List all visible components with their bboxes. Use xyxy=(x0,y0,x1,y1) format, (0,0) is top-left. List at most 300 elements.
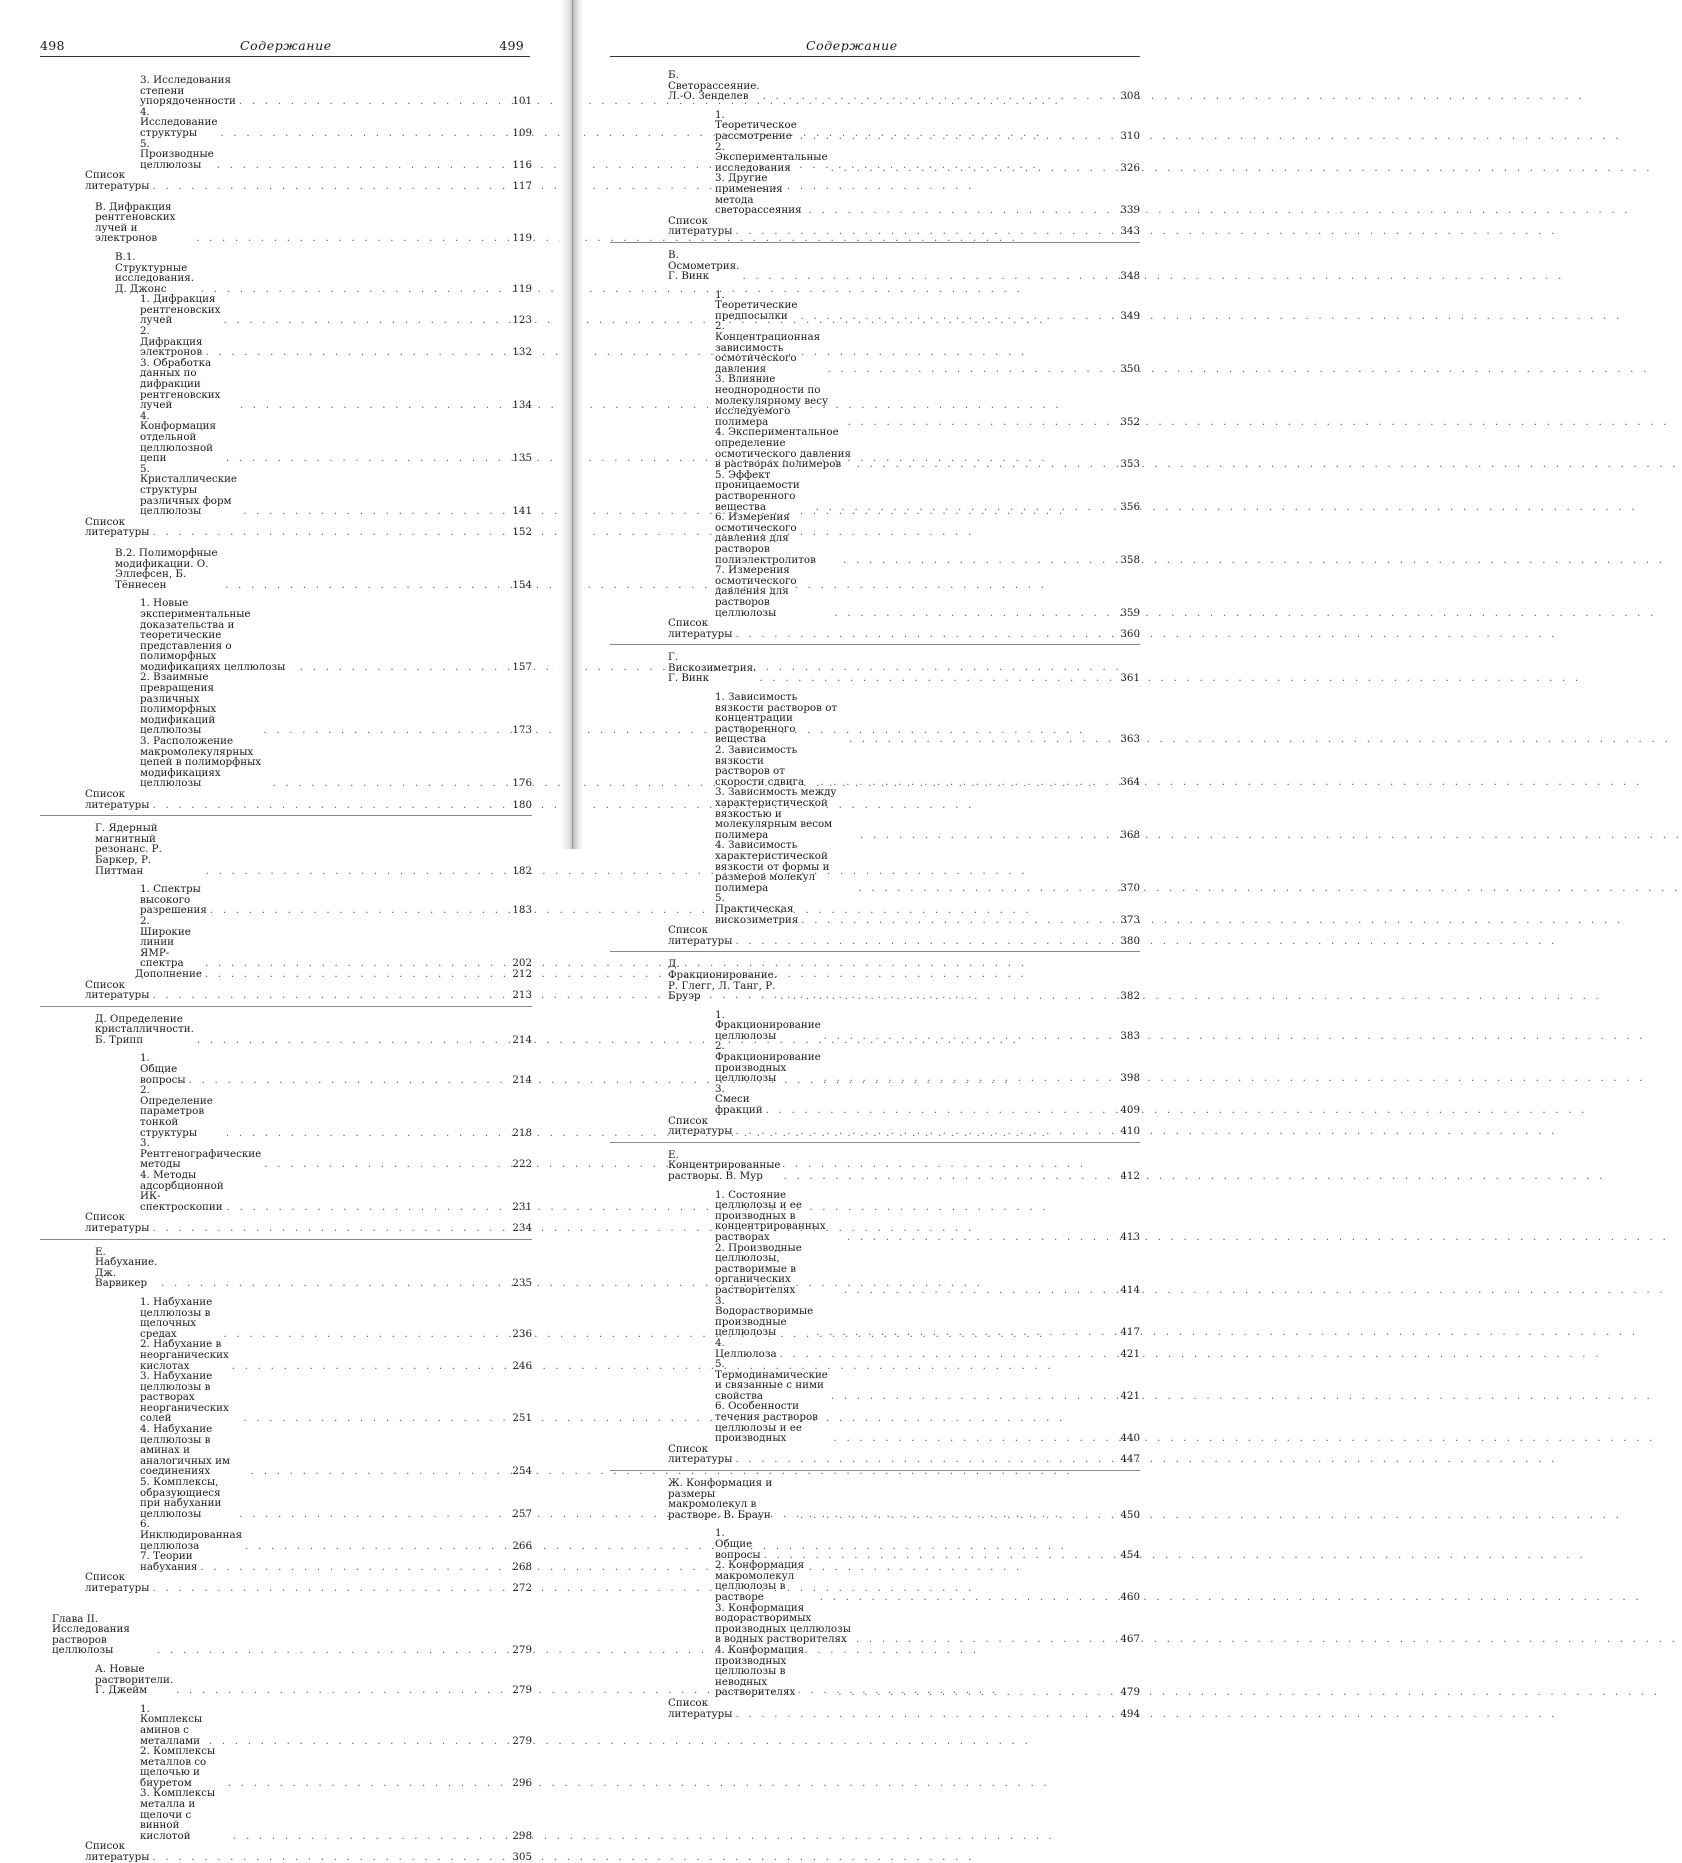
toc-entry-page: 176 xyxy=(512,777,532,790)
section-spacer xyxy=(610,1002,1140,1010)
dot-leader xyxy=(157,1645,493,1656)
toc-entry-title: 5. Эффект проницаемости растворенного вещества xyxy=(715,468,800,513)
dot-leader xyxy=(217,160,493,171)
toc-entry-page: 212 xyxy=(512,967,532,980)
toc-entry-page: 266 xyxy=(512,1539,532,1552)
toc-entry-title: 4. Набухание целлюлозы в аминах и аналогичных им соединениях xyxy=(140,1423,230,1478)
toc-entry xyxy=(40,548,532,590)
toc-entry-title: Г. Ядерный магнитный резонанс. Р. Баркер, Р. Питтман xyxy=(95,822,162,877)
dot-leader xyxy=(205,347,493,358)
toc-entry-title: 6. Измерения осмотического давления для растворов полиэлектролитов xyxy=(715,511,816,566)
toc-entry xyxy=(40,1212,532,1233)
toc-entry xyxy=(40,1614,532,1656)
toc-entry-page: 383 xyxy=(1120,1029,1140,1042)
toc-entry-title: Е. Набухание. Дж. Варвикер xyxy=(95,1245,158,1290)
dot-leader xyxy=(838,1687,1101,1698)
toc-entry xyxy=(40,1085,532,1138)
dot-leader xyxy=(152,181,493,192)
dot-leader xyxy=(824,1073,1101,1084)
toc-entry-title: 4. Целлюлоза xyxy=(715,1336,777,1360)
toc-entry-title: 1. Комплексы аминов с металлами xyxy=(140,1702,203,1747)
dot-leader xyxy=(735,1454,1101,1465)
dot-leader xyxy=(816,502,1101,513)
section-divider xyxy=(610,1142,1140,1143)
dot-leader xyxy=(843,555,1101,566)
dot-leader xyxy=(239,96,493,107)
toc-entry-title: 3. Расположение макромолекулярных цепей в полиморфных модификациях целлюлозы xyxy=(140,735,262,790)
toc-entry-page: 339 xyxy=(1120,204,1140,217)
dot-leader xyxy=(820,777,1101,788)
toc-entry-page: 279 xyxy=(512,1684,532,1697)
section-spacer xyxy=(40,876,532,884)
toc-entry-page: 154 xyxy=(512,578,532,591)
dot-leader xyxy=(763,91,1101,102)
toc-entry xyxy=(610,618,1140,639)
toc-entry-page: 308 xyxy=(1120,90,1140,103)
toc-entry-title: Список литературы xyxy=(668,214,733,238)
section-spacer xyxy=(610,282,1140,290)
toc-entry-title: Список литературы xyxy=(85,169,150,192)
toc-entry-page: 183 xyxy=(512,904,532,917)
dot-leader xyxy=(152,1583,493,1594)
toc-entry-title: 4. Исследование структуры xyxy=(140,105,218,139)
dot-leader xyxy=(800,311,1101,322)
toc-entry-title: 5. Термодинамические и связанные с ними свойства xyxy=(715,1358,828,1402)
toc-entry-title: 3. Конформация водорастворимых производных целлюлозы в водных растворителях xyxy=(715,1601,851,1646)
section-spacer xyxy=(40,1696,532,1704)
toc-entry-page: 398 xyxy=(1120,1072,1140,1085)
toc-entry xyxy=(610,250,1140,282)
toc-entry-title: 3. Смеси фракций xyxy=(715,1082,763,1117)
toc-entry-title: А. Новые растворители. Г. Джейм xyxy=(95,1662,174,1697)
toc-entry-title: 7. Теории набухания xyxy=(140,1550,198,1573)
toc-entry xyxy=(610,290,1140,322)
toc-entry-title: 2. Определение параметров тонкой структуры xyxy=(140,1084,213,1139)
section-spacer xyxy=(40,1594,532,1604)
toc-entry-page: 141 xyxy=(512,505,532,518)
toc-entry xyxy=(40,1053,532,1085)
section-spacer xyxy=(610,102,1140,110)
toc-entry-page: 380 xyxy=(1120,934,1140,947)
section-spacer xyxy=(40,1045,532,1053)
dot-leader xyxy=(225,580,493,591)
toc-entry-page: 454 xyxy=(1120,1548,1140,1561)
toc-entry xyxy=(610,1338,1140,1359)
toc-entry-page: 349 xyxy=(1120,309,1140,322)
toc-entry-page: 202 xyxy=(512,957,532,970)
dot-leader xyxy=(759,673,1101,684)
toc-entry-title: 2. Дифракция электронов xyxy=(140,325,203,359)
header-rule xyxy=(610,56,1140,57)
toc-entry-title: 3. Влияние неоднородности по молекулярному весу исследуемого полимера xyxy=(715,373,829,428)
toc-entry-title: 1. Общие вопросы xyxy=(715,1527,761,1561)
toc-entry-title: Список литературы xyxy=(85,1211,150,1234)
page-number: 499 xyxy=(499,38,524,53)
table-of-contents xyxy=(40,75,532,1863)
toc-entry xyxy=(40,252,532,294)
toc-entry xyxy=(610,1010,1140,1042)
dot-leader xyxy=(831,1391,1101,1402)
dot-leader xyxy=(201,284,493,295)
toc-entry-page: 343 xyxy=(1120,225,1140,238)
toc-entry-title: 2. Набухание в неорганических кислотах xyxy=(140,1338,229,1372)
dot-leader xyxy=(240,400,493,411)
dot-leader xyxy=(176,1685,493,1696)
toc-entry-page: 268 xyxy=(512,1560,532,1573)
toc-entry xyxy=(610,1603,1140,1645)
dot-leader xyxy=(735,1126,1101,1137)
toc-entry xyxy=(610,173,1140,215)
dot-leader xyxy=(228,1778,493,1789)
dot-leader xyxy=(860,830,1101,841)
toc-entry xyxy=(40,598,532,672)
dot-leader xyxy=(820,1592,1101,1603)
section-spacer xyxy=(610,1520,1140,1528)
toc-entry xyxy=(610,1698,1140,1719)
toc-entry xyxy=(40,1371,532,1424)
toc-entry xyxy=(40,1014,532,1046)
toc-entry xyxy=(40,1424,532,1477)
toc-entry-title: Список литературы xyxy=(668,1442,733,1466)
toc-entry xyxy=(610,1243,1140,1296)
dot-leader xyxy=(742,271,1101,282)
toc-entry-page: 412 xyxy=(1120,1170,1140,1182)
dot-leader xyxy=(223,1329,493,1340)
dot-leader xyxy=(780,1349,1101,1360)
toc-entry-page: 373 xyxy=(1120,913,1140,926)
dot-leader xyxy=(263,725,493,736)
toc-entry-page: 359 xyxy=(1120,606,1140,619)
toc-entry-page: 119 xyxy=(512,232,532,245)
toc-entry xyxy=(40,1788,532,1841)
toc-entry xyxy=(610,470,1140,512)
dot-leader xyxy=(780,991,1101,1002)
dot-leader xyxy=(856,1634,1101,1645)
toc-entry-page: 214 xyxy=(512,1033,532,1046)
toc-entry-page: 296 xyxy=(512,1776,532,1789)
toc-entry-title: В.2. Полиморфные модификации. О. Эллефсен, Б. Тённесен xyxy=(115,546,218,591)
toc-entry xyxy=(40,107,532,139)
toc-entry-page: 358 xyxy=(1120,553,1140,566)
toc-entry-title: Список литературы xyxy=(668,1114,733,1138)
toc-entry-page: 134 xyxy=(512,399,532,412)
toc-entry-title: 3. Другие применения метода светорассеяния xyxy=(715,172,802,217)
toc-entry xyxy=(610,745,1140,787)
toc-entry xyxy=(40,916,532,969)
toc-entry-page: 173 xyxy=(512,724,532,737)
toc-entry-title: Г. Вискозиметрия. Г. Винк xyxy=(668,651,757,685)
running-head: Содержание xyxy=(240,38,332,53)
toc-entry-page: 298 xyxy=(512,1829,532,1842)
toc-entry-page: 234 xyxy=(512,1221,532,1234)
dot-leader xyxy=(251,1466,493,1477)
toc-entry xyxy=(610,1084,1140,1116)
toc-entry-page: 460 xyxy=(1120,1590,1140,1603)
dot-leader xyxy=(766,1105,1101,1116)
section-spacer xyxy=(40,244,532,252)
toc-entry-page: 370 xyxy=(1120,881,1140,894)
toc-entry-title: Список литературы xyxy=(85,978,150,1002)
toc-entry xyxy=(610,216,1140,237)
toc-entry-page: 222 xyxy=(512,1158,532,1171)
toc-entry-title: 3. Обработка данных по дифракции рентгеновских лучей xyxy=(140,356,221,412)
dot-leader xyxy=(226,1128,493,1139)
dot-leader xyxy=(152,1223,493,1234)
toc-entry-title: 1. Набухание целлюлозы в щелочных средах xyxy=(140,1295,213,1340)
dot-leader xyxy=(264,1159,493,1170)
dot-leader xyxy=(735,629,1101,640)
toc-entry-title: Список литературы xyxy=(85,515,150,539)
toc-entry-title: 6. Инклюдированная целлюлоза xyxy=(140,1518,243,1552)
dot-leader xyxy=(197,1035,493,1046)
toc-entry-page: 440 xyxy=(1120,1432,1140,1445)
dot-leader xyxy=(809,205,1101,216)
toc-entry xyxy=(610,925,1140,946)
section-divider xyxy=(40,1006,532,1007)
toc-entry-title: Д. Фракционирование. Р. Глегг, Л. Танг, Р. Бруэр xyxy=(668,958,777,1003)
page-fold-line xyxy=(572,0,573,849)
toc-entry xyxy=(610,1528,1140,1560)
toc-entry xyxy=(610,1190,1140,1243)
dot-leader xyxy=(161,1278,493,1289)
toc-entry-title: Е. Концентрированные растворы. В. Мур xyxy=(668,1148,781,1182)
dot-leader xyxy=(209,1736,493,1747)
section-spacer xyxy=(40,1289,532,1297)
toc-entry-title: Ж. Конформация и размеры макромолекул в растворе. В. Браун xyxy=(668,1477,773,1521)
toc-entry-title: 1. Фракционирование целлюлозы xyxy=(715,1008,821,1042)
toc-entry-title: 1. Новые экспериментальные доказательства и теоретические представления о полиморфных модификациях целлюлозы xyxy=(140,597,286,673)
toc-entry-page: 356 xyxy=(1120,500,1140,513)
running-head: Содержание xyxy=(806,38,898,53)
toc-entry-page: 132 xyxy=(512,346,532,359)
dot-leader xyxy=(223,315,493,326)
toc-entry xyxy=(40,411,532,464)
dot-leader xyxy=(200,1562,493,1573)
dot-leader xyxy=(232,1361,493,1372)
toc-entry-page: 417 xyxy=(1120,1326,1140,1339)
toc-entry xyxy=(40,736,532,789)
section-divider xyxy=(610,644,1140,645)
toc-entry-page: 279 xyxy=(512,1734,532,1747)
toc-entry-page: 467 xyxy=(1120,1633,1140,1646)
page-number: 498 xyxy=(40,38,65,53)
section-divider xyxy=(40,815,532,816)
section-divider xyxy=(610,1470,1140,1471)
toc-entry-title: 4. Зависимость характеристической вязкости от формы и размеров молекул полимера xyxy=(715,839,830,894)
dot-leader xyxy=(844,1285,1101,1296)
toc-entry xyxy=(610,1645,1140,1698)
toc-entry xyxy=(40,202,532,244)
toc-entry-title: 1. Теоретические предпосылки xyxy=(715,288,798,322)
dot-leader xyxy=(152,800,493,811)
dot-leader xyxy=(831,163,1101,174)
dot-leader xyxy=(206,866,493,877)
dot-leader xyxy=(800,1510,1101,1521)
toc-entry-page: 109 xyxy=(512,126,532,139)
toc-entry-title: Список литературы xyxy=(85,788,150,811)
toc-entry-title: 3. Исследования степени упорядоченности xyxy=(140,74,236,108)
dot-leader xyxy=(816,1327,1101,1338)
toc-entry xyxy=(40,1551,532,1572)
dot-leader xyxy=(189,1075,493,1086)
toc-entry xyxy=(40,980,532,1001)
toc-entry-page: 218 xyxy=(512,1126,532,1139)
dot-leader xyxy=(226,453,493,464)
toc-entry xyxy=(610,840,1140,893)
toc-entry-title: 2. Производные целлюлозы, растворимые в органических растворителях xyxy=(715,1241,802,1296)
section-spacer xyxy=(40,538,532,548)
toc-entry-title: 3. Зависимость между характеристической вязкостью и молекулярным весом полимера xyxy=(715,786,837,841)
toc-entry-title: Список литературы xyxy=(668,924,733,947)
left-page xyxy=(0,0,560,1863)
toc-entry xyxy=(40,1746,532,1788)
toc-entry-title: 1. Теоретическое рассмотрение xyxy=(715,108,797,142)
toc-entry-title: 2. Широкие линии ЯМР-спектра xyxy=(140,914,191,970)
toc-entry-title: 1. Дифракция рентгеновских лучей xyxy=(140,293,221,327)
toc-entry-page: 119 xyxy=(512,282,532,295)
toc-entry-page: 257 xyxy=(512,1507,532,1520)
dot-leader xyxy=(152,1852,493,1863)
toc-entry xyxy=(610,959,1140,1001)
toc-entry-page: 231 xyxy=(512,1200,532,1213)
toc-entry-page: 494 xyxy=(1120,1707,1140,1720)
toc-entry-page: 152 xyxy=(512,526,532,539)
toc-entry-title: 2. Конформация макромолекул целлюлозы в растворе xyxy=(715,1559,805,1603)
toc-entry-page: 450 xyxy=(1120,1508,1140,1521)
toc-entry xyxy=(40,789,532,810)
toc-entry xyxy=(610,321,1140,374)
toc-entry xyxy=(610,427,1140,469)
section-divider xyxy=(610,951,1140,952)
dot-leader xyxy=(239,1509,493,1520)
toc-entry xyxy=(40,326,532,358)
toc-entry-page: 123 xyxy=(512,314,532,327)
toc-entry-title: 2. Взаимные превращения различных полиморфных модификаций целлюлозы xyxy=(140,671,217,737)
toc-entry xyxy=(610,1116,1140,1137)
toc-entry-page: 236 xyxy=(512,1327,532,1340)
toc-entry xyxy=(610,1401,1140,1443)
toc-entry-title: 1. Состояние целлюлозы и ее производных в концентрированных растворах xyxy=(715,1188,826,1243)
toc-entry xyxy=(40,884,532,916)
toc-entry-page: 117 xyxy=(512,179,532,192)
table-of-contents xyxy=(610,70,1140,1719)
toc-entry-page: 157 xyxy=(512,660,532,673)
toc-entry xyxy=(40,672,532,736)
dot-leader xyxy=(245,1541,493,1552)
toc-entry xyxy=(610,565,1140,618)
toc-entry-page: 353 xyxy=(1120,458,1140,471)
toc-entry xyxy=(40,170,532,191)
toc-entry-page: 382 xyxy=(1120,990,1140,1003)
section-spacer xyxy=(610,1182,1140,1190)
toc-entry xyxy=(40,1247,532,1289)
toc-entry-page: 213 xyxy=(512,989,532,1002)
toc-entry xyxy=(610,787,1140,840)
toc-entry xyxy=(40,517,532,538)
toc-entry-title: Список литературы xyxy=(668,617,733,640)
dot-leader xyxy=(800,131,1101,142)
toc-entry-title: 4. Конформация производных целлюлозы в неводных растворителях xyxy=(715,1643,805,1699)
toc-entry-page: 352 xyxy=(1120,415,1140,428)
dot-leader xyxy=(152,527,493,538)
toc-entry-title: 2. Фракционирование производных целлюлозы xyxy=(715,1040,821,1085)
toc-entry xyxy=(40,139,532,171)
dot-leader xyxy=(827,364,1101,375)
toc-entry-page: 364 xyxy=(1120,775,1140,788)
toc-entry-page: 479 xyxy=(1120,1686,1140,1699)
dot-leader xyxy=(834,608,1101,619)
toc-entry-title: В. Дифракция рентгеновских лучей и электронов xyxy=(95,200,176,245)
section-spacer xyxy=(40,590,532,598)
toc-entry xyxy=(610,652,1140,684)
toc-entry xyxy=(40,1664,532,1696)
toc-entry-title: Д. Определение кристалличности. Б. Трипп xyxy=(95,1012,194,1046)
toc-entry-title: 3. Водорастворимые производные целлюлозы xyxy=(715,1294,814,1339)
dot-leader xyxy=(824,1031,1101,1042)
dot-leader xyxy=(857,459,1101,470)
toc-entry-page: 251 xyxy=(512,1412,532,1425)
toc-entry xyxy=(610,1560,1140,1602)
dot-leader xyxy=(847,1232,1101,1243)
toc-entry-title: 3. Набухание целлюлозы в растворах неорганических солей xyxy=(140,1370,229,1425)
toc-entry-page: 182 xyxy=(512,864,532,877)
toc-entry-page: 272 xyxy=(512,1581,532,1594)
toc-entry-title: В. Осмометрия. Г. Винк xyxy=(668,248,740,283)
toc-entry-page: 254 xyxy=(512,1465,532,1478)
toc-entry-page: 361 xyxy=(1120,672,1140,685)
dot-leader xyxy=(849,734,1101,745)
toc-entry xyxy=(40,823,532,876)
toc-entry xyxy=(610,1444,1140,1465)
toc-entry-page: 310 xyxy=(1120,129,1140,142)
toc-entry xyxy=(610,110,1140,142)
section-spacer xyxy=(610,684,1140,692)
toc-entry-page: 363 xyxy=(1120,733,1140,746)
toc-entry xyxy=(610,1478,1140,1520)
dot-leader xyxy=(272,778,493,789)
dot-leader xyxy=(784,1171,1102,1182)
toc-entry-title: Глава II. Исследования растворов целлюлозы xyxy=(52,1612,130,1657)
toc-entry-title: 5. Практическая вискозиметрия xyxy=(715,892,799,926)
dot-leader xyxy=(210,905,493,916)
toc-entry-page: 421 xyxy=(1120,1347,1140,1360)
toc-entry xyxy=(610,374,1140,427)
dot-leader xyxy=(205,969,493,980)
toc-entry-page: 413 xyxy=(1120,1230,1140,1243)
toc-entry xyxy=(610,1041,1140,1083)
toc-entry xyxy=(610,70,1140,102)
toc-entry xyxy=(40,1841,532,1862)
toc-entry-page: 368 xyxy=(1120,828,1140,841)
toc-entry xyxy=(610,142,1140,174)
toc-entry-page: 305 xyxy=(512,1851,532,1863)
header-rule xyxy=(40,56,530,57)
dot-leader xyxy=(233,1831,493,1842)
dot-leader xyxy=(220,128,493,139)
dot-leader xyxy=(764,1550,1101,1561)
section-spacer xyxy=(40,1604,532,1614)
toc-entry xyxy=(40,358,532,411)
toc-entry-title: 1. Общие вопросы xyxy=(140,1052,186,1086)
dot-leader xyxy=(300,662,493,673)
toc-entry-title: 6. Особенности течения растворов целлюлозы и ее производных xyxy=(715,1400,818,1445)
toc-entry-page: 326 xyxy=(1120,161,1140,174)
toc-entry-page: 235 xyxy=(512,1277,532,1290)
toc-entry xyxy=(40,464,532,517)
dot-leader xyxy=(735,936,1101,947)
toc-entry-page: 447 xyxy=(1120,1453,1140,1466)
dot-leader xyxy=(848,417,1101,428)
